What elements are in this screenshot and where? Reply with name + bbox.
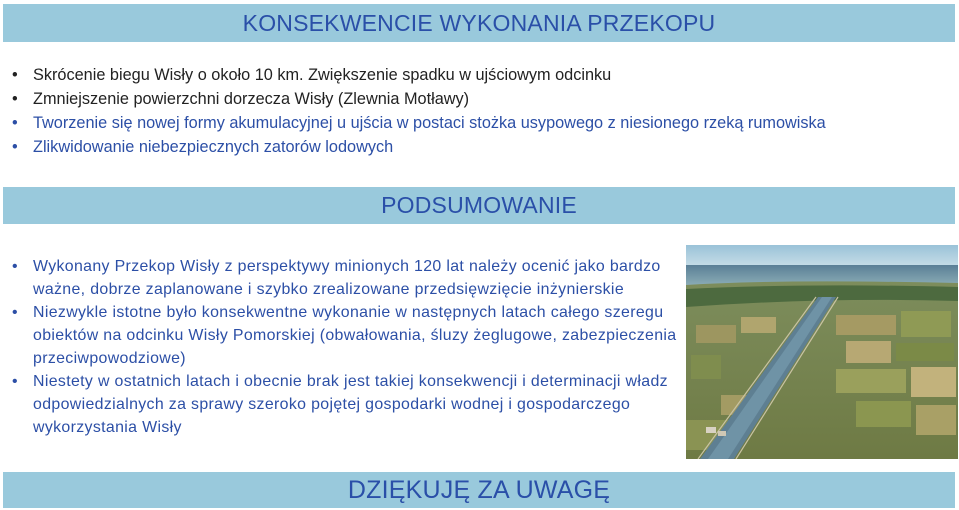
- list-item: • Tworzenie się nowej formy akumulacyjnej u ujścia w postaci stożka usypowego z niesionego rzeką rumowiska: [4, 111, 954, 135]
- section2-title-banner: [3, 187, 955, 224]
- list-item: • Niestety w ostatnich latach i obecnie brak jest takiej konsekwencji i determinacji władz odpowiedzialnych za sprawy szeroko pojętej gospodarki wodnej i gospodarczego wykorzystania Wisły: [4, 370, 684, 439]
- closing-title: DZIĘKUJĘ ZA UWAGĘ: [347, 475, 611, 504]
- list-item: • Wykonany Przekop Wisły z perspektywy minionych 120 lat należy ocenić jako bardzo ważne, dobrze zaplanowane i szybko zrealizowane przedsięwzięcie inżynierskie: [4, 255, 684, 301]
- list-item: • Zmniejszenie powierzchni dorzecza Wisły (Zlewnia Motławy): [4, 87, 954, 111]
- section2-title: PODSUMOWANIE: [381, 192, 577, 218]
- section1-list: [4, 63, 954, 159]
- list-item: • Niezwykle istotne było konsekwentne wykonanie w następnych latach całego szeregu obiektów na odcinku Wisły Pomorskiej (obwałowania, śluzy żeglugowe, zabezpieczenia przeciwpowodziowe): [4, 301, 684, 370]
- aerial-photo-vistula-cut: [686, 245, 958, 459]
- section1-title-banner: [3, 4, 955, 42]
- list-item: • Zlikwidowanie niebezpiecznych zatorów lodowych: [4, 135, 954, 159]
- section2-list: [4, 255, 684, 439]
- aerial-photo-illustration: [686, 245, 958, 459]
- section1-title: KONSEKWENCIE WYKONANIA PRZEKOPU: [242, 9, 716, 36]
- list-item: • Skrócenie biegu Wisły o około 10 km. Zwiększenie spadku w ujściowym odcinku: [4, 63, 954, 87]
- closing-banner: [3, 472, 955, 508]
